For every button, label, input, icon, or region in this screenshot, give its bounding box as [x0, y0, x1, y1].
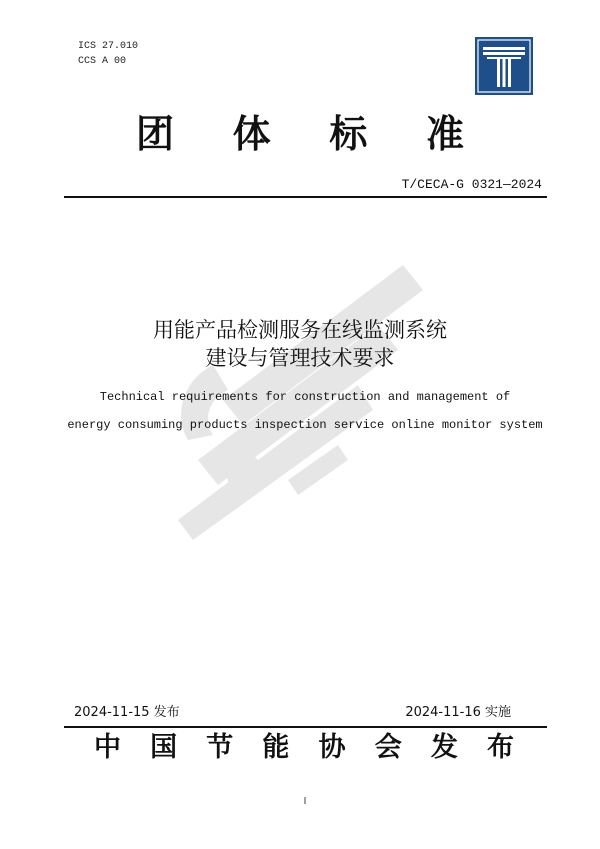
classification-codes — [78, 39, 138, 69]
issuer-line — [94, 730, 514, 766]
page-number: I — [303, 796, 307, 807]
chinese-title-line-2: 建设与管理技术要求 — [205, 346, 395, 370]
top-divider — [64, 196, 547, 198]
english-title-line-2: energy consuming products inspection service online monitor system — [67, 418, 543, 432]
ics-code: ICS 27.010 — [78, 41, 139, 52]
issuer-char: 节 — [206, 732, 234, 763]
ccs-code: CCS A 00 — [78, 56, 127, 67]
issuer-char: 国 — [150, 732, 178, 763]
standard-type-char: 团 — [136, 111, 175, 156]
bottom-divider — [64, 726, 547, 728]
issuer-char: 布 — [486, 732, 514, 763]
issuer-char: 中 — [94, 732, 121, 763]
chinese-title-line-1: 用能产品检测服务在线监测系统 — [153, 318, 447, 342]
implementation-date: 2024-11-16 实施 — [405, 705, 511, 720]
issuer-char: 协 — [318, 732, 346, 763]
standard-type-char: 体 — [232, 111, 271, 156]
standard-type-title — [60, 112, 540, 156]
standard-type-char: 准 — [425, 111, 464, 156]
organization-logo-icon — [475, 37, 533, 95]
issue-date: 2024-11-15 发布 — [74, 705, 180, 720]
english-title-line-1: Technical requirements for construction and management of — [99, 390, 511, 404]
standard-type-char: 标 — [329, 111, 368, 156]
issuer-char: 会 — [374, 732, 402, 763]
issuer-char: 发 — [430, 732, 458, 763]
standard-number: T/CECA-G 0321—2024 — [401, 177, 542, 192]
issuer-char: 能 — [262, 732, 290, 763]
